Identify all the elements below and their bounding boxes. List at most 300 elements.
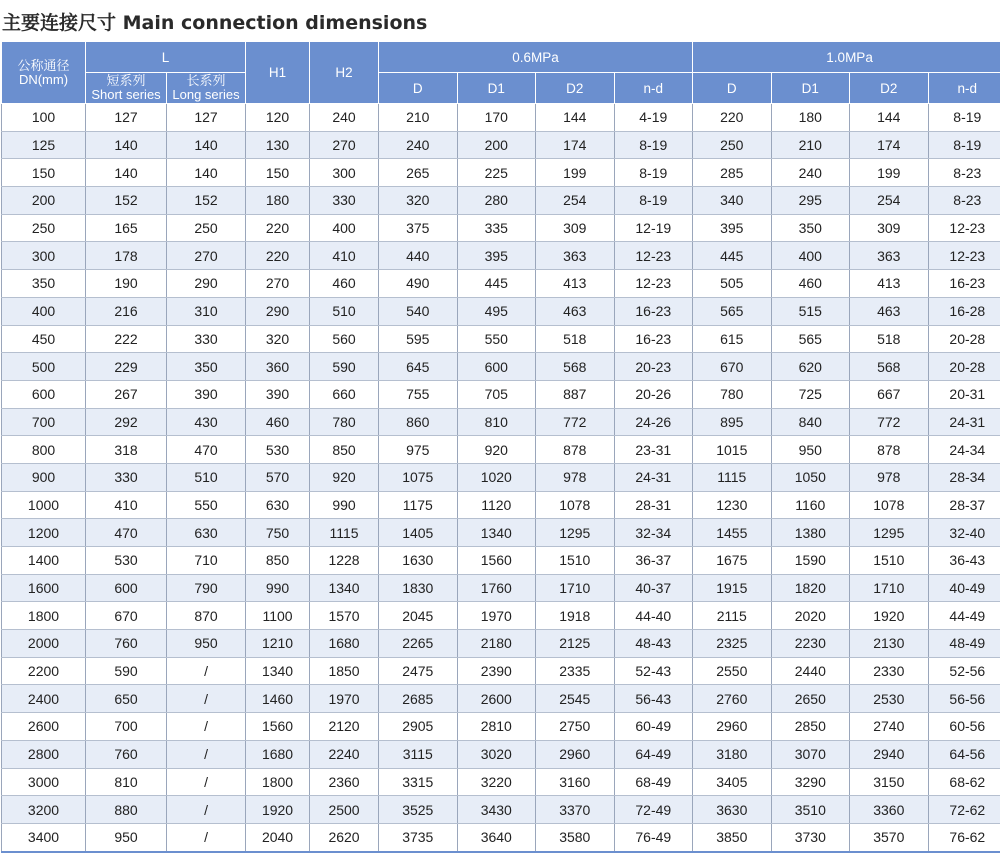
table-cell: 330 [86, 463, 167, 491]
header-nd-10: n-d [928, 73, 1000, 104]
table-cell: 515 [771, 297, 850, 325]
table-row [2, 630, 1000, 658]
table-cell: 978 [536, 463, 615, 491]
table-cell: 530 [86, 547, 167, 575]
table-cell: 265 [379, 159, 458, 187]
table-cell: 12-23 [614, 242, 693, 270]
table-cell: 772 [536, 408, 615, 436]
table-cell: 360 [246, 353, 310, 381]
table-cell: 1160 [771, 491, 850, 519]
table-cell: 460 [246, 408, 310, 436]
table-cell: 1175 [379, 491, 458, 519]
table-header [2, 42, 1000, 104]
table-cell: 590 [310, 353, 379, 381]
table-cell: 32-34 [614, 519, 693, 547]
table-cell: 470 [86, 519, 167, 547]
table-cell: 810 [86, 768, 167, 796]
table-cell: 950 [771, 436, 850, 464]
table-cell: 2810 [457, 713, 536, 741]
table-cell: 1100 [246, 602, 310, 630]
table-cell: 1680 [246, 740, 310, 768]
table-cell: 568 [850, 353, 929, 381]
table-cell: 1020 [457, 463, 536, 491]
table-row [2, 740, 1000, 768]
table-cell: 140 [167, 159, 246, 187]
table-cell: 335 [457, 214, 536, 242]
table-cell: 1078 [536, 491, 615, 519]
table-cell: 400 [771, 242, 850, 270]
table-row [2, 463, 1000, 491]
table-cell: 2130 [850, 630, 929, 658]
table-cell: 450 [2, 325, 86, 353]
table-cell: / [167, 768, 246, 796]
table-cell: 174 [850, 131, 929, 159]
table-cell: 250 [693, 131, 772, 159]
table-cell: 2600 [2, 713, 86, 741]
table-cell: 165 [86, 214, 167, 242]
table-cell: 2620 [310, 823, 379, 851]
table-cell: 810 [457, 408, 536, 436]
table-cell: 920 [457, 436, 536, 464]
header-d1-06: D1 [457, 73, 536, 104]
table-row [2, 242, 1000, 270]
table-cell: 1340 [310, 574, 379, 602]
table-cell: 975 [379, 436, 458, 464]
table-cell: 309 [850, 214, 929, 242]
table-cell: 36-37 [614, 547, 693, 575]
table-cell: 1510 [850, 547, 929, 575]
table-cell: 615 [693, 325, 772, 353]
table-cell: 44-40 [614, 602, 693, 630]
table-cell: 24-26 [614, 408, 693, 436]
table-cell: 660 [310, 380, 379, 408]
table-cell: 990 [310, 491, 379, 519]
table-cell: 20-31 [928, 380, 1000, 408]
table-cell: 290 [167, 270, 246, 298]
table-cell: 1050 [771, 463, 850, 491]
table-cell: 8-23 [928, 159, 1000, 187]
table-cell: 2200 [2, 657, 86, 685]
table-cell: 130 [246, 131, 310, 159]
table-cell: 3315 [379, 768, 458, 796]
table-cell: 3510 [771, 796, 850, 824]
table-cell: 140 [86, 159, 167, 187]
table-row [2, 796, 1000, 824]
table-cell: 8-19 [928, 104, 1000, 132]
table-cell: 800 [2, 436, 86, 464]
table-cell: 1800 [246, 768, 310, 796]
table-cell: 750 [246, 519, 310, 547]
table-cell: 3525 [379, 796, 458, 824]
table-cell: 1560 [246, 713, 310, 741]
table-cell: 1405 [379, 519, 458, 547]
table-cell: 190 [86, 270, 167, 298]
table-cell: 990 [246, 574, 310, 602]
table-cell: 140 [86, 131, 167, 159]
table-cell: 2125 [536, 630, 615, 658]
table-cell: 290 [246, 297, 310, 325]
table-row [2, 657, 1000, 685]
table-cell: 950 [167, 630, 246, 658]
table-cell: 52-56 [928, 657, 1000, 685]
table-cell: 413 [536, 270, 615, 298]
table-cell: 878 [536, 436, 615, 464]
table-cell: 3580 [536, 823, 615, 851]
table-cell: 254 [536, 187, 615, 215]
table-cell: 44-49 [928, 602, 1000, 630]
header-short-en: Short series [91, 87, 161, 102]
table-cell: 1680 [310, 630, 379, 658]
table-cell: 16-23 [928, 270, 1000, 298]
table-cell: 64-49 [614, 740, 693, 768]
table-cell: 12-19 [614, 214, 693, 242]
table-cell: 363 [850, 242, 929, 270]
table-cell: 2335 [536, 657, 615, 685]
table-cell: 3640 [457, 823, 536, 851]
table-cell: 363 [536, 242, 615, 270]
table-row [2, 325, 1000, 353]
table-cell: 1590 [771, 547, 850, 575]
table-cell: 705 [457, 380, 536, 408]
table-cell: 1850 [310, 657, 379, 685]
table-cell: / [167, 657, 246, 685]
table-row [2, 574, 1000, 602]
table-cell: 180 [771, 104, 850, 132]
table-cell: 1560 [457, 547, 536, 575]
table-cell: 28-37 [928, 491, 1000, 519]
table-cell: 1600 [2, 574, 86, 602]
table-cell: 1830 [379, 574, 458, 602]
table-cell: 2230 [771, 630, 850, 658]
table-row [2, 519, 1000, 547]
table-cell: 2360 [310, 768, 379, 796]
header-long-en: Long series [172, 87, 240, 102]
table-cell: 2400 [2, 685, 86, 713]
header-d2-10: D2 [850, 73, 929, 104]
table-cell: 755 [379, 380, 458, 408]
table-cell: 152 [86, 187, 167, 215]
table-cell: 8-19 [614, 187, 693, 215]
table-cell: 887 [536, 380, 615, 408]
table-cell: 850 [246, 547, 310, 575]
table-cell: 150 [246, 159, 310, 187]
table-cell: 309 [536, 214, 615, 242]
table-cell: 52-43 [614, 657, 693, 685]
table-cell: 1675 [693, 547, 772, 575]
table-cell: 68-49 [614, 768, 693, 796]
table-cell: 240 [379, 131, 458, 159]
table-cell: 1340 [246, 657, 310, 685]
table-cell: 320 [379, 187, 458, 215]
table-cell: 760 [86, 630, 167, 658]
table-cell: 1230 [693, 491, 772, 519]
header-h2: H2 [310, 42, 379, 104]
table-cell: 310 [167, 297, 246, 325]
table-cell: 400 [310, 214, 379, 242]
table-cell: 470 [167, 436, 246, 464]
table-cell: 1800 [2, 602, 86, 630]
table-cell: 295 [771, 187, 850, 215]
table-cell: 12-23 [614, 270, 693, 298]
table-cell: 20-28 [928, 325, 1000, 353]
table-cell: 199 [536, 159, 615, 187]
table-cell: 12-23 [928, 242, 1000, 270]
table-cell: 560 [310, 325, 379, 353]
table-cell: 978 [850, 463, 929, 491]
table-cell: 780 [693, 380, 772, 408]
table-cell: 2475 [379, 657, 458, 685]
table-cell: 1760 [457, 574, 536, 602]
table-cell: 2330 [850, 657, 929, 685]
table-cell: 56-43 [614, 685, 693, 713]
table-cell: 220 [693, 104, 772, 132]
table-row [2, 187, 1000, 215]
table-cell: 8-19 [928, 131, 1000, 159]
table-cell: 840 [771, 408, 850, 436]
table-cell: 1380 [771, 519, 850, 547]
table-cell: 568 [536, 353, 615, 381]
table-cell: 630 [167, 519, 246, 547]
table-cell: 125 [2, 131, 86, 159]
table-cell: 2240 [310, 740, 379, 768]
table-cell: 1710 [536, 574, 615, 602]
table-cell: 760 [86, 740, 167, 768]
table-cell: 3405 [693, 768, 772, 796]
table-cell: 220 [246, 242, 310, 270]
table-row [2, 380, 1000, 408]
table-cell: 1015 [693, 436, 772, 464]
table-cell: 36-43 [928, 547, 1000, 575]
table-cell: 127 [86, 104, 167, 132]
table-cell: 667 [850, 380, 929, 408]
table-cell: 3200 [2, 796, 86, 824]
table-row [2, 436, 1000, 464]
table-cell: 2960 [536, 740, 615, 768]
table-cell: 48-43 [614, 630, 693, 658]
table-cell: 590 [86, 657, 167, 685]
table-cell: 1295 [536, 519, 615, 547]
table-cell: 430 [167, 408, 246, 436]
table-cell: 565 [693, 297, 772, 325]
table-cell: 68-62 [928, 768, 1000, 796]
table-cell: 270 [310, 131, 379, 159]
table-cell: 2325 [693, 630, 772, 658]
table-cell: 64-56 [928, 740, 1000, 768]
table-cell: 2800 [2, 740, 86, 768]
table-cell: 76-49 [614, 823, 693, 851]
table-cell: 2960 [693, 713, 772, 741]
table-cell: 2740 [850, 713, 929, 741]
table-cell: 710 [167, 547, 246, 575]
header-d-10: D [693, 73, 772, 104]
table-cell: 3020 [457, 740, 536, 768]
page-title: 主要连接尺寸 Main connection dimensions [2, 12, 428, 34]
table-cell: 445 [457, 270, 536, 298]
table-cell: 700 [2, 408, 86, 436]
table-row [2, 768, 1000, 796]
table-cell: 400 [2, 297, 86, 325]
table-cell: 2940 [850, 740, 929, 768]
table-cell: 3400 [2, 823, 86, 851]
table-cell: 120 [246, 104, 310, 132]
table-cell: 3160 [536, 768, 615, 796]
table-cell: 565 [771, 325, 850, 353]
table-cell: 20-23 [614, 353, 693, 381]
table-cell: 2045 [379, 602, 458, 630]
table-cell: 20-28 [928, 353, 1000, 381]
table-cell: 1078 [850, 491, 929, 519]
table-cell: 3630 [693, 796, 772, 824]
table-cell: 2850 [771, 713, 850, 741]
table-cell: 460 [310, 270, 379, 298]
table-cell: 1115 [310, 519, 379, 547]
header-1-0mpa: 1.0MPa [693, 42, 1000, 73]
table-cell: 950 [86, 823, 167, 851]
table-row [2, 131, 1000, 159]
table-cell: 463 [536, 297, 615, 325]
header-nd-06: n-d [614, 73, 693, 104]
table-cell: 550 [167, 491, 246, 519]
table-cell: 645 [379, 353, 458, 381]
table-cell: 8-23 [928, 187, 1000, 215]
table-cell: 216 [86, 297, 167, 325]
table-cell: 8-19 [614, 131, 693, 159]
table-cell: 1340 [457, 519, 536, 547]
table-cell: 390 [167, 380, 246, 408]
table-cell: 1210 [246, 630, 310, 658]
table-cell: 463 [850, 297, 929, 325]
table-cell: 600 [457, 353, 536, 381]
table-cell: 2905 [379, 713, 458, 741]
table-cell: 3220 [457, 768, 536, 796]
table-cell: 24-34 [928, 436, 1000, 464]
table-cell: 395 [693, 214, 772, 242]
table-cell: 229 [86, 353, 167, 381]
table-cell: 1820 [771, 574, 850, 602]
table-row [2, 823, 1000, 851]
table-cell: 28-34 [928, 463, 1000, 491]
table-row [2, 602, 1000, 630]
table-cell: 3180 [693, 740, 772, 768]
table-cell: 540 [379, 297, 458, 325]
table-cell: 570 [246, 463, 310, 491]
table-cell: 222 [86, 325, 167, 353]
table-cell: 150 [2, 159, 86, 187]
table-cell: 318 [86, 436, 167, 464]
table-cell: 350 [167, 353, 246, 381]
table-cell: 144 [536, 104, 615, 132]
table-cell: 518 [850, 325, 929, 353]
table-cell: 3290 [771, 768, 850, 796]
table-cell: 1970 [310, 685, 379, 713]
table-cell: 220 [246, 214, 310, 242]
table-cell: 4-19 [614, 104, 693, 132]
table-row [2, 547, 1000, 575]
table-cell: 8-19 [614, 159, 693, 187]
table-cell: 510 [310, 297, 379, 325]
table-cell: 395 [457, 242, 536, 270]
header-d1-10: D1 [771, 73, 850, 104]
table-row [2, 713, 1000, 741]
header-dn [2, 42, 86, 104]
table-cell: 725 [771, 380, 850, 408]
table-row [2, 214, 1000, 242]
table-cell: 500 [2, 353, 86, 381]
table-cell: 2265 [379, 630, 458, 658]
table-cell: 790 [167, 574, 246, 602]
table-cell: 250 [167, 214, 246, 242]
table-cell: 390 [246, 380, 310, 408]
table-cell: 505 [693, 270, 772, 298]
table-cell: 630 [246, 491, 310, 519]
table-cell: 144 [850, 104, 929, 132]
table-cell: 1228 [310, 547, 379, 575]
table-cell: 900 [2, 463, 86, 491]
table-row [2, 408, 1000, 436]
table-cell: 1570 [310, 602, 379, 630]
table-cell: 530 [246, 436, 310, 464]
header-long-series [167, 73, 246, 104]
table-cell: 32-40 [928, 519, 1000, 547]
table-cell: 180 [246, 187, 310, 215]
table-cell: 16-23 [614, 297, 693, 325]
table-cell: 270 [167, 242, 246, 270]
table-cell: 920 [310, 463, 379, 491]
table-cell: 2500 [310, 796, 379, 824]
table-cell: 2550 [693, 657, 772, 685]
table-cell: 1295 [850, 519, 929, 547]
dimensions-table [1, 41, 1000, 853]
table-cell: 2530 [850, 685, 929, 713]
table-cell: 895 [693, 408, 772, 436]
table-cell: 850 [310, 436, 379, 464]
table-cell: 300 [2, 242, 86, 270]
table-cell: 1115 [693, 463, 772, 491]
table-cell: 350 [2, 270, 86, 298]
table-cell: 3430 [457, 796, 536, 824]
table-cell: 3115 [379, 740, 458, 768]
table-cell: 250 [2, 214, 86, 242]
table-cell: / [167, 685, 246, 713]
table-cell: 670 [693, 353, 772, 381]
header-short-cn: 短系列 [106, 73, 146, 88]
table-body [2, 104, 1000, 852]
table-cell: 870 [167, 602, 246, 630]
table-cell: 292 [86, 408, 167, 436]
header-h1: H1 [246, 42, 310, 104]
table-cell: 2600 [457, 685, 536, 713]
table-cell: 20-26 [614, 380, 693, 408]
table-cell: 2180 [457, 630, 536, 658]
table-cell: 1970 [457, 602, 536, 630]
header-dn-en: DN(mm) [18, 71, 69, 87]
table-cell: 1710 [850, 574, 929, 602]
table-cell: 285 [693, 159, 772, 187]
table-cell: 330 [310, 187, 379, 215]
table-cell: 1920 [246, 796, 310, 824]
table-cell: 772 [850, 408, 929, 436]
table-cell: 600 [86, 574, 167, 602]
table-cell: 1630 [379, 547, 458, 575]
header-long-cn: 长系列 [186, 73, 226, 88]
table-cell: 2120 [310, 713, 379, 741]
table-cell: 267 [86, 380, 167, 408]
table-cell: 16-28 [928, 297, 1000, 325]
table-cell: 28-31 [614, 491, 693, 519]
table-cell: 40-37 [614, 574, 693, 602]
table-cell: 170 [457, 104, 536, 132]
table-row [2, 104, 1000, 132]
